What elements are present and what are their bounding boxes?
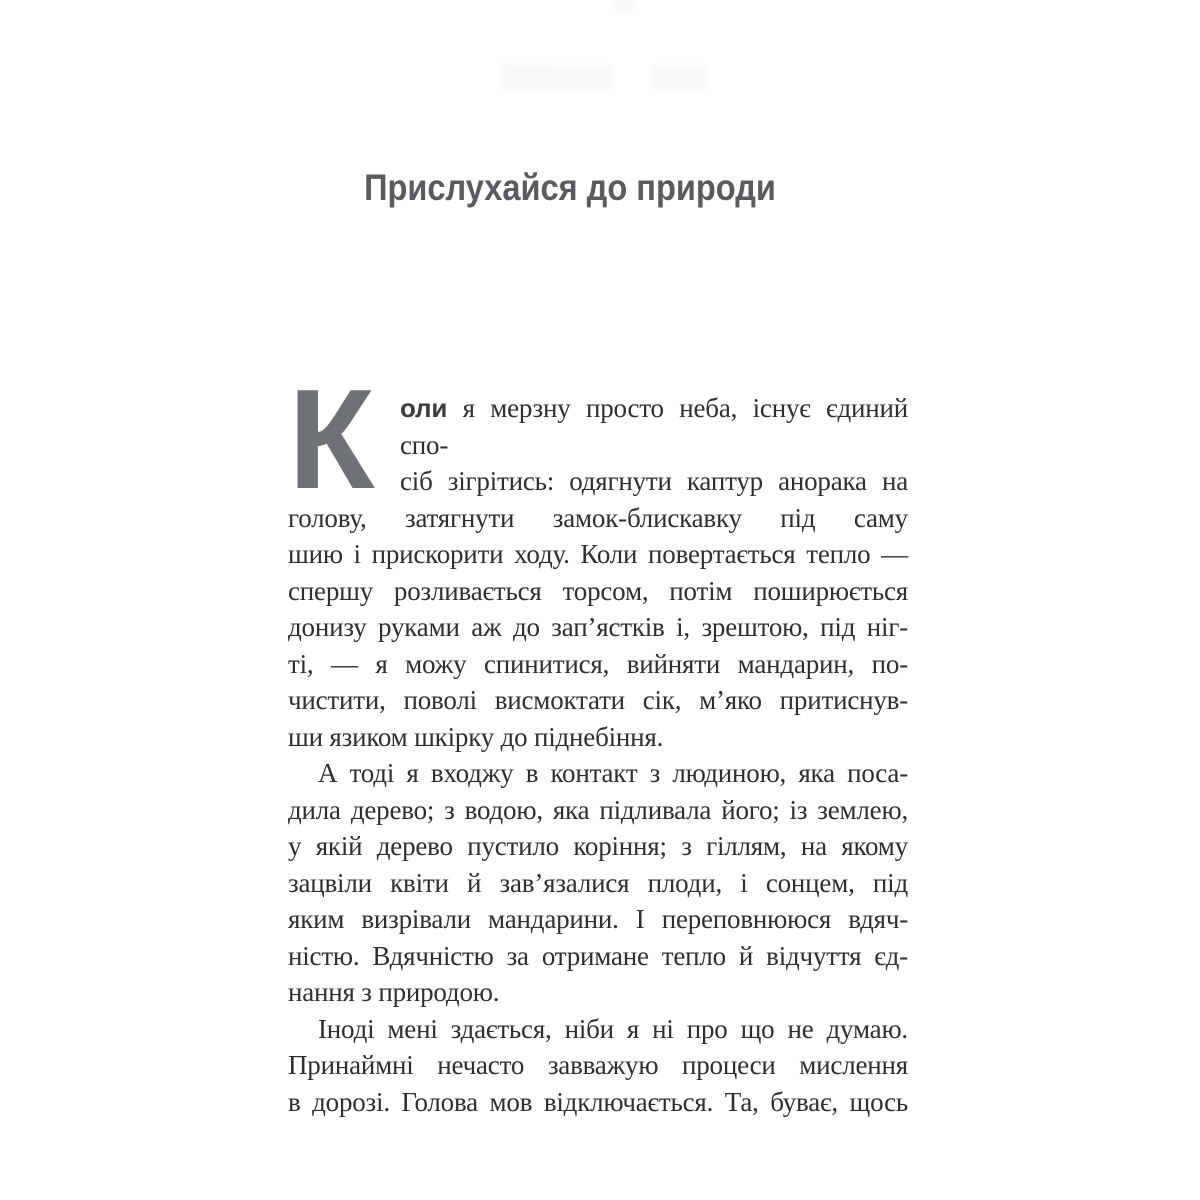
text-line: ши язиком шкірку до піднебіння. — [288, 721, 664, 752]
text-line: сіб зігрітись: одягнути каптур анорака на — [400, 466, 908, 496]
body-text — [288, 360, 908, 1120]
text-line: ті, — я можу спинитися, вийняти мандарин, по- — [288, 648, 908, 679]
text-line: А тоді я входжу в контакт з людиною, яка поса- — [318, 758, 908, 788]
text-run: я мерзну просто неба, існує єдиний спо- — [400, 393, 908, 460]
scan-artifact — [652, 66, 706, 90]
text-line: шию і прискорити ходу. Коли повертається тепло — — [288, 539, 908, 569]
text-line: спершу розливається торсом, потім поширюється — [288, 575, 908, 606]
paragraph — [288, 755, 908, 1011]
text-line: Принаймні нечасто завважую процеси мислення — [288, 1050, 908, 1080]
text-line: в дорозі. Голова мов відключається. Та, буває, щось — [288, 1086, 908, 1117]
scan-artifact — [502, 64, 552, 90]
text-line: зацвіли квіти й зав’язалися плоди, і сонцем, під — [288, 867, 908, 898]
text-line: дила дерево; з водою, яка підливала його; із землею, — [288, 794, 908, 825]
text-line: донизу руками аж до зап’ястків і, зрештою, під ніг- — [288, 612, 908, 642]
text-line: нання з природою. — [288, 977, 500, 1007]
first-word-bold: оли — [400, 393, 448, 423]
scan-artifact — [615, 0, 633, 11]
scan-artifact — [554, 66, 612, 90]
text-line: у якій дерево пустило коріння; з гіллям, на якому — [288, 831, 908, 861]
paragraph — [288, 360, 908, 755]
text-line: голову, затягнути замок-блискавку під саму — [288, 502, 908, 533]
drop-cap-letter: К — [288, 360, 375, 519]
text-line: чистити, поволі висмоктати сік, м’яко притиснув- — [288, 685, 908, 715]
text-line: ністю. Вдячністю за отримане тепло й відчуття єд- — [288, 940, 908, 971]
text-line: яким визрівали мандарини. І переповнююся вдяч- — [288, 904, 908, 934]
paragraph — [288, 1011, 908, 1121]
text-line: Іноді мені здається, ніби я ні про що не думаю. — [318, 1013, 908, 1044]
chapter-title: Прислухайся до природи — [364, 166, 776, 208]
